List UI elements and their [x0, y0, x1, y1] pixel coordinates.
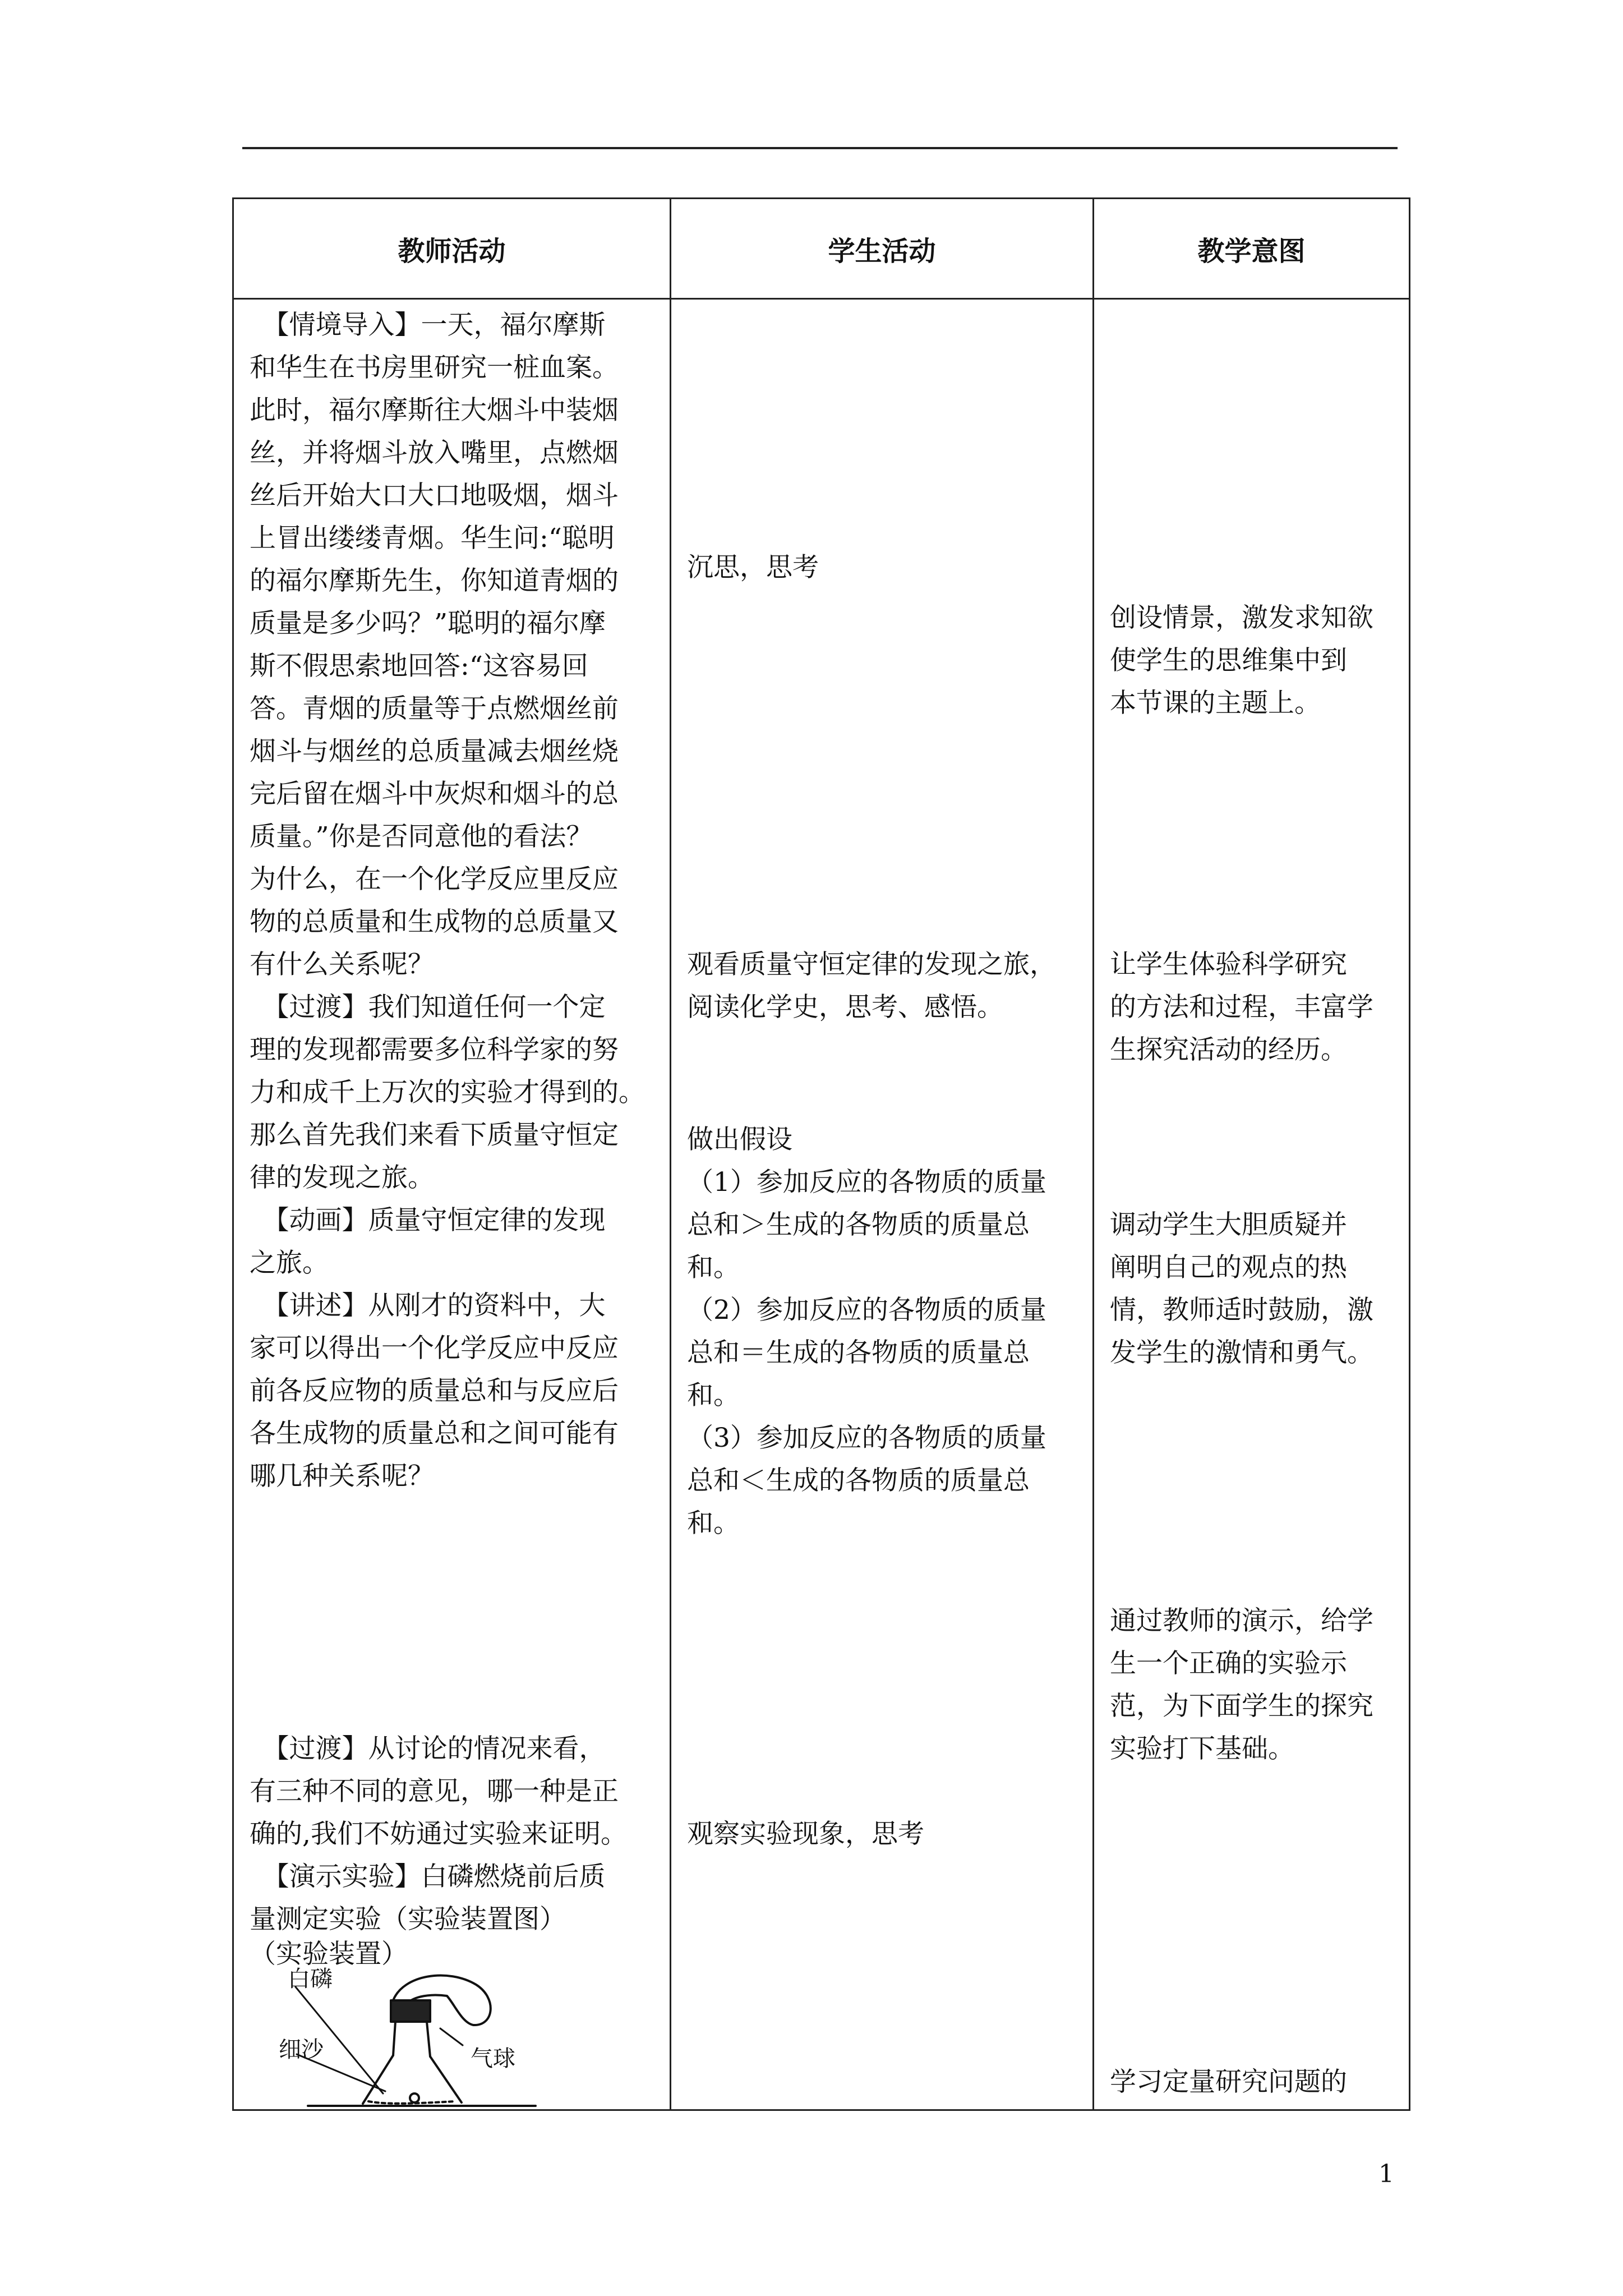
table-header-row	[233, 199, 1410, 299]
student-line: 和。	[687, 1252, 740, 1283]
header-teacher-activity: 教师活动	[233, 199, 671, 299]
intent-line: 阐明自己的观点的热	[1110, 1252, 1347, 1283]
balloon-label: 气球	[471, 2046, 515, 2072]
teacher-line: 有三种不同的意见，哪一种是正	[250, 1776, 619, 1807]
student-line: 沉思，思考	[687, 552, 819, 583]
intent-line: 创设情景，激发求知欲	[1110, 602, 1373, 633]
teacher-line: 家可以得出一个化学反应中反应	[250, 1333, 619, 1364]
teacher-line: 答。青烟的质量等于点燃烟丝前	[250, 693, 619, 724]
teacher-line: 【情境导入】一天，福尔摩斯	[250, 310, 606, 341]
teacher-line: 此时，福尔摩斯往大烟斗中装烟	[250, 395, 619, 426]
intent-line: 生探究活动的经历。	[1110, 1034, 1347, 1065]
teacher-line: 丝后开始大口大口地吸烟，烟斗	[250, 480, 619, 511]
teacher-line: 【讲述】从刚才的资料中，大	[250, 1290, 606, 1321]
teacher-line: 的福尔摩斯先生，你知道青烟的	[250, 565, 619, 596]
student-line: 做出假设	[687, 1124, 792, 1155]
intent-line: 实验打下基础。	[1110, 1733, 1294, 1764]
header-teaching-intent: 教学意图	[1094, 199, 1410, 299]
teacher-line: 物的总质量和生成物的总质量又	[250, 907, 619, 937]
teacher-line: 质量。”你是否同意他的看法？	[250, 821, 593, 852]
intent-line: 的方法和过程，丰富学	[1110, 992, 1373, 1023]
intent-line: 范，为下面学生的探究	[1110, 1691, 1373, 1722]
teacher-line: 丝，并将烟斗放入嘴里，点燃烟	[250, 438, 619, 468]
teacher-line: 有什么关系呢？	[250, 949, 434, 980]
teacher-line: 确的,我们不妨通过实验来证明。	[250, 1819, 627, 1849]
intent-line: 通过教师的演示，给学	[1110, 1605, 1373, 1636]
student-line: 总和＜生成的各物质的质量总	[687, 1465, 1030, 1496]
student-activity-cell	[671, 299, 1094, 2110]
student-line: 观察实验现象，思考	[687, 1819, 924, 1849]
sand-label: 细沙	[279, 2037, 324, 2063]
teacher-line: 为什么，在一个化学反应里反应	[250, 864, 619, 895]
teacher-line: 力和成千上万次的实验才得到的。	[250, 1077, 645, 1108]
teacher-line: 【过渡】从讨论的情况来看，	[250, 1733, 606, 1764]
intent-line: 学习定量研究问题的	[1110, 2067, 1347, 2097]
intent-line: 生一个正确的实验示	[1110, 1648, 1347, 1679]
page-number: 1	[1378, 2160, 1394, 2188]
teacher-line: 前各反应物的质量总和与反应后	[250, 1375, 619, 1406]
teacher-line: 质量是多少吗？”聪明的福尔摩	[250, 608, 606, 639]
apparatus-figure	[246, 1966, 538, 2109]
student-line: 阅读化学史，思考、感悟。	[687, 992, 1003, 1023]
table-body-row	[233, 299, 1410, 2110]
teacher-line: 量测定实验（实验装置图）	[250, 1904, 566, 1935]
student-line: （1）参加反应的各物质的质量	[687, 1167, 1046, 1198]
teacher-line: 【演示实验】白磷燃烧前后质	[250, 1861, 606, 1892]
student-line: （3）参加反应的各物质的质量	[687, 1423, 1046, 1453]
header-rule	[242, 147, 1398, 149]
teacher-line: 理的发现都需要多位科学家的努	[250, 1034, 619, 1065]
teacher-line: 【动画】质量守恒定律的发现	[250, 1205, 606, 1236]
teacher-line: 和华生在书房里研究一桩血案。	[250, 352, 619, 383]
teacher-line: 哪几种关系呢？	[250, 1461, 434, 1492]
student-line: 总和＞生成的各物质的质量总	[687, 1209, 1030, 1240]
teaching-intent-cell	[1094, 299, 1410, 2110]
teacher-line: 斯不假思索地回答:“这容易回	[250, 651, 588, 682]
student-line: 和。	[687, 1508, 740, 1539]
header-student-activity: 学生活动	[671, 199, 1094, 299]
teacher-line: 那么首先我们来看下质量守恒定	[250, 1120, 619, 1151]
teacher-activity-cell	[233, 299, 671, 2110]
intent-line: 情，教师适时鼓励，激	[1110, 1295, 1373, 1326]
teacher-line: （实验装置）	[250, 1939, 408, 1970]
teacher-line: 之旅。	[250, 1248, 329, 1278]
teacher-line: 各生成物的质量总和之间可能有	[250, 1418, 619, 1449]
teacher-line: 完后留在烟斗中灰烬和烟斗的总	[250, 779, 619, 809]
teacher-line: 烟斗与烟丝的总质量减去烟丝烧	[250, 736, 619, 767]
intent-line: 调动学生大胆质疑并	[1110, 1209, 1347, 1240]
teacher-line: 上冒出缕缕青烟。华生问:“聪明	[250, 523, 615, 554]
intent-line: 发学生的激情和勇气。	[1110, 1337, 1373, 1368]
student-line: （2）参加反应的各物质的质量	[687, 1295, 1046, 1326]
student-line: 和。	[687, 1380, 740, 1411]
phosphorus-label: 白磷	[288, 1966, 333, 1992]
intent-line: 本节课的主题上。	[1110, 688, 1321, 719]
lesson-plan-table	[232, 197, 1410, 2111]
intent-line: 使学生的思维集中到	[1110, 645, 1347, 676]
teacher-line: 【过渡】我们知道任何一个定	[250, 992, 606, 1023]
student-line: 观看质量守恒定律的发现之旅，	[687, 949, 1056, 980]
intent-line: 让学生体验科学研究	[1110, 949, 1347, 980]
teacher-line: 律的发现之旅。	[250, 1162, 434, 1193]
student-line: 总和＝生成的各物质的质量总	[687, 1337, 1030, 1368]
